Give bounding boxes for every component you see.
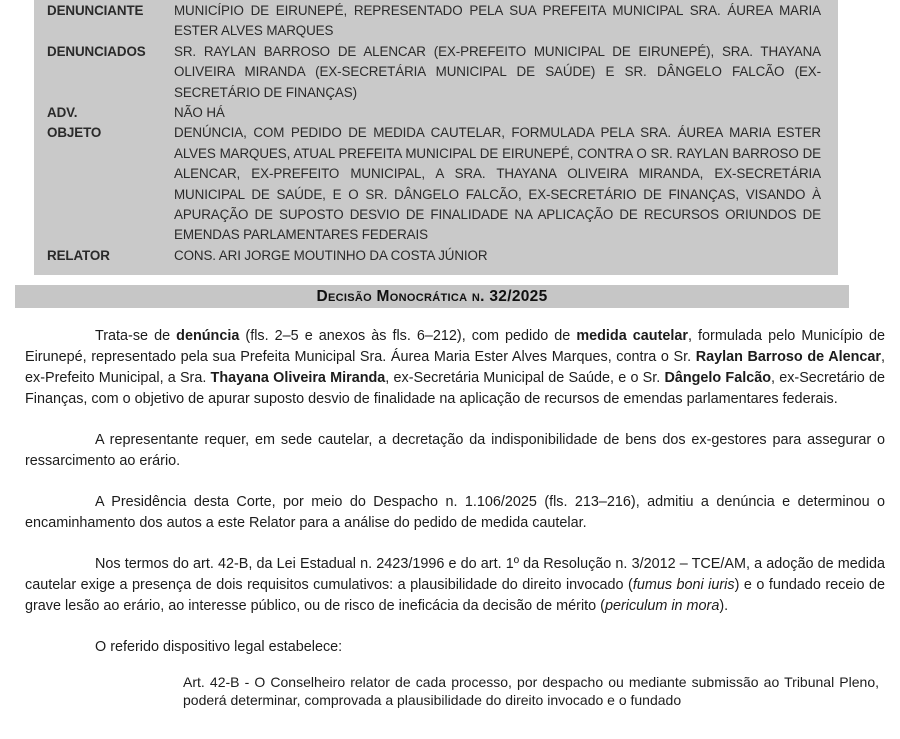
- table-row: [47, 246, 821, 266]
- text-segment: , ex-Secretário de Finanças, com o objetivo de apurar suposto desvio de finalidade na aplicação de recursos de emendas parlamentares federais.: [25, 370, 885, 407]
- paragraph: [25, 492, 885, 534]
- row-value: MUNICÍPIO DE EIRUNEPÉ, REPRESENTADO PELA SUA PREFEITA MUNICIPAL SRA. ÁUREA MARIA ESTER ALVES MARQUES: [174, 3, 821, 39]
- row-label: ADV.: [47, 105, 78, 121]
- paragraph: [25, 554, 885, 617]
- header-table: [34, 0, 838, 275]
- text-segment: (fls. 2–5 e anexos às fls. 6–212), com pedido de: [239, 328, 577, 344]
- row-label: DENUNCIADOS: [47, 43, 146, 59]
- text-segment: fumus boni iuris: [632, 577, 735, 593]
- text-segment: O referido dispositivo legal estabelece:: [95, 639, 343, 655]
- text-segment: , ex-Prefeito Municipal, a Sra.: [25, 349, 885, 386]
- text-segment: denúncia: [176, 328, 240, 344]
- text-segment: Raylan Barroso de Alencar: [695, 349, 881, 365]
- text-segment: ) e o fundado receio de grave lesão ao erário, ao interesse público, ou de risco de ineficácia da decisão de mérito (: [25, 577, 885, 614]
- text-segment: medida cautelar: [576, 328, 688, 344]
- decision-title-bar: [15, 285, 849, 308]
- row-value: CONS. ARI JORGE MOUTINHO DA COSTA JÚNIOR: [174, 247, 488, 263]
- text-segment: A Presidência desta Corte, por meio do Despacho n. 1.106/2025 (fls. 213–216), admitiu a denúncia e determinou o encaminhamento dos autos a este Relator para a análise do pedido de medida cautelar.: [25, 494, 885, 531]
- decision-title: Decisão Monocrática n. 32/2025: [316, 288, 548, 305]
- text-segment: Nos termos do art. 42-B, da Lei Estadual n. 2423/1996 e do art. 1º da Resolução n. 3/2012 – TCE/AM, a adoção de medida cautelar exige a presença de dois requisitos cumulativos: a plausibilidade do direito invocado (: [25, 556, 885, 593]
- text-segment: Trata-se de: [95, 328, 177, 344]
- row-value: SR. RAYLAN BARROSO DE ALENCAR (EX-PREFEITO MUNICIPAL DE EIRUNEPÉ), SRA. THAYANA OLIVEIRA MIRANDA (EX-SECRETÁRIA MUNICIPAL DE SAÚDE) E SR. DÂNGELO FALCÃO (EX-SECRETÁRIO DE FINANÇAS): [174, 43, 821, 100]
- text-segment: , ex-Secretária Municipal de Saúde, e o Sr.: [385, 370, 665, 386]
- text-segment: Thayana Oliveira Miranda: [210, 370, 386, 386]
- table-row: [47, 42, 821, 103]
- document-body: [25, 326, 885, 709]
- block-quote: [183, 674, 879, 709]
- row-label: DENUNCIANTE: [47, 3, 144, 18]
- text-segment: , formulada pelo Município de Eirunepé, representado pela sua Prefeita Municipal Sra. Áurea Maria Ester Alves Marques, contra o Sr.: [25, 328, 885, 365]
- text-segment: A representante requer, em sede cautelar, a decretação da indisponibilidade de bens dos ex-gestores para assegurar o ressarcimento ao erário.: [25, 432, 885, 469]
- paragraph: [25, 637, 885, 658]
- table-row: [47, 123, 821, 245]
- row-value: DENÚNCIA, COM PEDIDO DE MEDIDA CAUTELAR, FORMULADA PELA SRA. ÁUREA MARIA ESTER ALVES MARQUES, ATUAL PREFEITA MUNICIPAL DE EIRUNEPÉ, CONTRA O SR. RAYLAN BARROSO DE ALENCAR, EX-PREFEITO MUNICIPAL, A SRA. THAYANA OLIVEIRA MIRANDA, EX-SECRETÁRIA MUNICIPAL DE SAÚDE, E O SR. DÂNGELO FALCÃO, EX-SECRETÁRIO DE FINANÇAS, VISANDO À APURAÇÃO DE SUPOSTO DESVIO DE FINALIDADE NA APLICAÇÃO DE RECURSOS ORIUNDOS DE EMENDAS PARLAMENTARES FEDERAIS: [174, 125, 821, 243]
- text-segment: Art. 42-B - O Conselheiro relator de cada processo, por despacho ou mediante submissão ao Tribunal Pleno, poderá determinar, comprovada a plausibilidade do direito invocado e o fundado: [183, 674, 879, 708]
- row-value: NÃO HÁ: [174, 105, 225, 121]
- text-segment: periculum in mora: [604, 598, 720, 614]
- table-row: [47, 103, 821, 123]
- table-row: [47, 1, 821, 42]
- text-segment: ).: [719, 598, 729, 614]
- text-segment: Dângelo Falcão: [664, 370, 772, 386]
- row-label: RELATOR: [47, 247, 110, 263]
- row-label: OBJETO: [47, 125, 102, 141]
- paragraph: [25, 430, 885, 472]
- paragraph: [25, 326, 885, 410]
